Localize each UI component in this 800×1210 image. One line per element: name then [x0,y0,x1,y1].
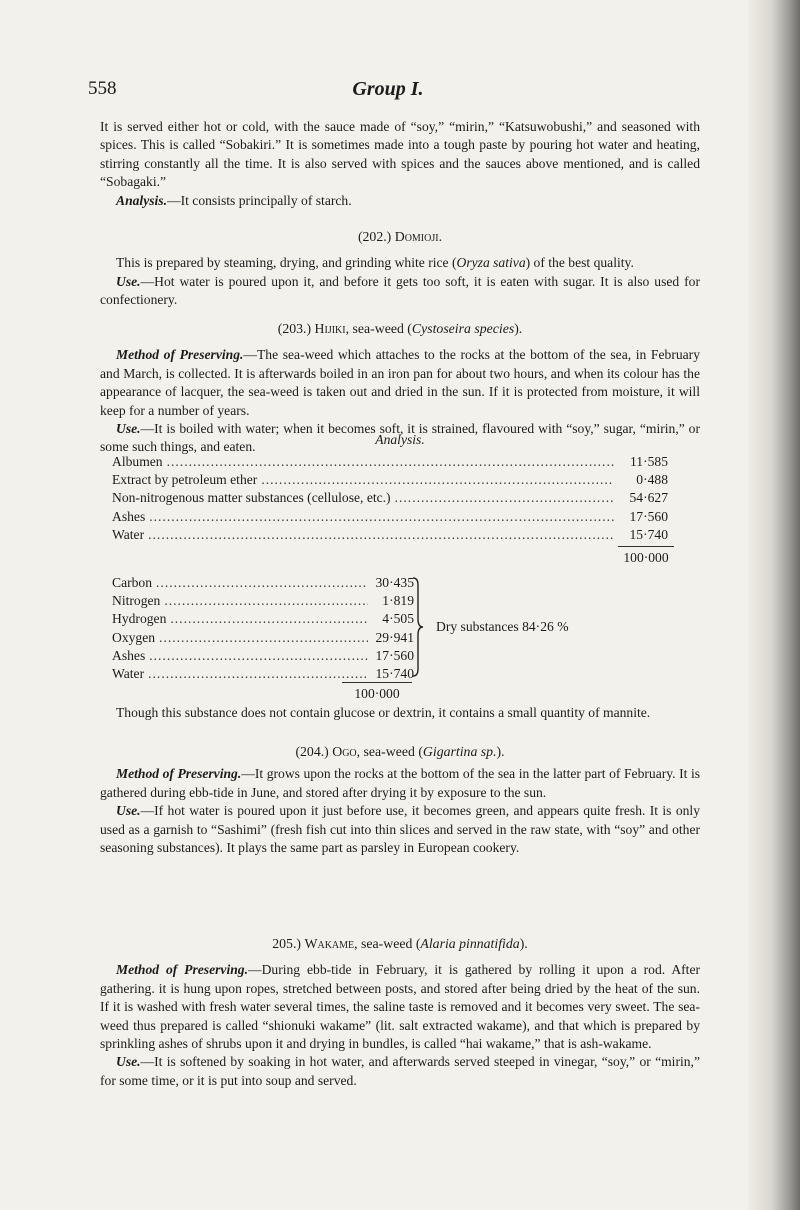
section-203-note [100,704,700,722]
text: sea-weed ( [352,321,412,336]
row-label: Hydrogen [112,611,167,627]
method-label: Method of Preserving. [116,962,248,978]
section-202-use [100,273,700,310]
analysis-row [112,610,414,628]
row-label: Water [112,526,145,542]
analysis-row [112,665,414,683]
text: ). [519,936,528,951]
page-number: 558 [88,78,117,99]
leader-dots [164,592,368,610]
use-text: —Hot water is poured upon it, and before it gets too soft, it is eaten with sugar. It is also used for confectionery. [100,273,700,308]
row-label: Water [112,666,145,682]
text: ). [514,321,523,336]
section-number: (204.) [295,744,329,759]
analysis-row [112,453,668,471]
leader-dots [149,647,368,665]
row-label: Ashes [112,647,146,663]
use-text: —It is softened by soaking in hot water, and afterwards served steeped in vinegar, “soy,” or “mirin,” for some time, or it is put into soup and served. [100,1054,700,1088]
page-header [88,78,688,102]
species-name: Alaria pinnatifida [420,936,520,951]
section-202-description [100,254,700,272]
row-value: 15·740 [629,526,668,542]
row-value: 4·505 [382,611,414,627]
section-204-method [100,765,700,802]
section-205-use [100,1053,700,1090]
analysis-row [112,471,668,489]
section-204-use [100,802,700,857]
text: ). [496,744,505,759]
analysis-row [112,526,668,544]
brace-icon [412,577,424,677]
text: sea-weed ( [361,936,421,951]
row-label: Oxygen [112,629,156,645]
section-202 [100,228,700,310]
section-number: 205.) [272,936,301,951]
section-204-heading [100,743,700,761]
section-202-heading [100,228,700,246]
use-label: Use. [116,803,141,819]
leader-dots [395,489,614,507]
leader-dots [148,526,614,544]
intro-analysis [100,192,700,210]
running-head: Group I. [352,78,424,100]
row-value: 17·560 [375,647,414,663]
row-value: 15·740 [375,666,414,682]
leader-dots [170,610,368,628]
use-label: Use. [116,421,141,437]
row-label: Carbon [112,575,153,590]
use-text: —It is boiled with water; when it becomes soft, it is strained, flavoured with “soy,” sugar, “mirin,” or some such things, and eaten. [100,421,700,455]
analysis-row [112,629,414,647]
section-title: Domioji. [394,229,443,244]
section-205-heading [100,935,700,953]
text: ) of the best quality. [525,255,634,271]
analysis-row [112,592,414,610]
method-text: —It grows upon the rocks at the bottom of the sea in the latter part of February. It is gathered during ebb-tide in June, and stored after drying it by exposure to the sun. [100,766,701,800]
use-label: Use. [116,1054,141,1070]
intro-paragraph: It is served either hot or cold, with the sauce made of “soy,” “mirin,” “Katsuwobushi,” and seasoned with spices. This is called “Sobakiri.” It is sometimes made into a tough paste by pouring hot water and heating, stirring constantly all the time. It is also served with spices and the sauces above mentioned, and is called “Sobagaki.” [100,119,700,190]
text: sea-weed ( [363,744,423,759]
use-text: —If hot water is poured upon it just before use, it becomes green, and appears quite fresh. It is only used as a garnish to “Sashimi” (fresh fish cut into thin slices and served in the raw state, with “soy” and other seasoning substances). It plays the same part as parsley in European cookery. [100,803,700,856]
analysis-1-total: 100·000 [618,546,674,566]
species-name: Oryza sativa [456,255,526,271]
analysis-row [112,489,668,507]
leader-dots [156,574,368,592]
species-name: Cystoseira species [411,321,515,336]
section-number: (203.) [277,321,312,336]
analysis-label: Analysis. [116,192,167,208]
use-label: Use. [116,273,141,289]
analysis-text: —It consists principally of starch. [167,192,352,208]
section-title: Hijiki, [314,321,350,336]
leader-dots [149,508,614,526]
section-number: (202.) [357,229,392,244]
page-edge-shadow [748,0,800,1210]
row-value: 0·488 [636,472,668,488]
section-203-method [100,346,700,420]
row-label: Extract by petroleum ether [112,472,258,488]
row-value: 17·560 [629,508,668,524]
row-value: 54·627 [629,490,668,506]
text: This is prepared by steaming, drying, and grinding white rice ( [116,255,457,271]
method-text: —During ebb-tide in February, it is gathered by rolling it upon a rod. After gathering. it is hung upon ropes, stretched between posts, and stored after being dried by the heat of the sun. If it is washed with fresh water several times, the saline taste is removed and it becomes very sweet. The sea-weed thus prepared is called “shionuki wakame” (lit. salt extracted wakame), and that which is prepared by sprinkling ashes of shrubs upon it and drying in bundles, is called “hai wakame,” that is ash-wakame. [100,962,701,1052]
section-title: Wakame, [304,936,358,951]
analysis-2-total: 100·000 [342,682,412,702]
section-205 [100,935,700,1090]
species-name: Gigartina sp. [422,744,497,759]
leader-dots [159,629,368,647]
section-203-heading [100,320,700,338]
dry-substances-note: Dry substances 84·26 % [436,619,569,634]
method-label: Method of Preserving. [116,766,242,782]
method-text: —The sea-weed which attaches to the rocks at the bottom of the sea, in February and March, is collected. It is afterwards boiled in an iron pan for about two hours, and when its colour has the appearance of lacquer, the sea-weed is taken out and dried in the sun. If it is protected from moisture, it will keep for a number of years. [100,347,700,418]
analysis-table-1 [112,453,668,544]
row-label: Nitrogen [112,593,161,609]
analysis-row [112,574,414,592]
analysis-title: Analysis. [375,432,425,447]
row-label: Ashes [112,508,146,524]
row-value: 30·435 [375,575,414,590]
analysis-row [112,508,668,526]
row-value: 29·941 [375,629,414,645]
leader-dots [167,453,614,471]
leader-dots [261,471,614,489]
section-204 [100,743,700,857]
intro-section [100,118,700,210]
row-label: Non-nitrogenous matter substances (cellulose, etc.) [112,490,391,506]
section-title: Ogo, [332,744,361,759]
method-label: Method of Preserving. [116,347,244,363]
analysis-table-2 [112,574,414,683]
row-value: 11·585 [629,454,668,469]
leader-dots [148,665,368,683]
section-205-method [100,961,700,1053]
row-label: Albumen [112,454,163,469]
analysis-row [112,647,414,665]
row-value: 1·819 [382,593,414,609]
note-paragraph: Though this substance does not contain glucose or dextrin, it contains a small quantity of mannite. [116,705,651,720]
